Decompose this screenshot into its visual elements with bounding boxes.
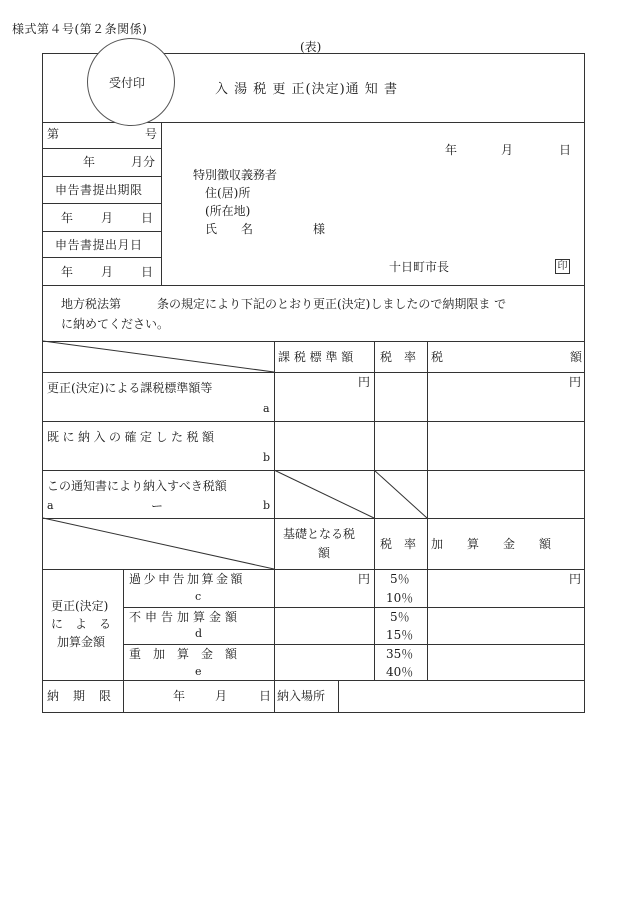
location-label: (所在地) [205,204,251,218]
col-tax-base: 課 税 標 準 額 [278,350,354,364]
footer-year: 年 [173,689,186,703]
payment-deadline-label: 納 期 限 [47,689,113,703]
underreport-letter: c [195,590,202,603]
rate-diagonal [374,470,428,519]
group-label-1: 更正(決定) [51,599,109,613]
rate-5-a: 5％ [390,572,410,586]
rate-15: 15％ [386,628,414,642]
address-label: 住(居)所 [205,186,251,200]
row-b-letter: b [263,451,271,464]
col-rate-2: 税 率 [380,537,417,551]
submitted-label: 申告書提出月日 [55,238,143,252]
form-title: 入 湯 税 更 正(決定)通 知 書 [215,82,398,97]
row-due-a: a [47,499,54,512]
row-due-label: この通知書により納入すべき税額 [47,479,227,493]
receipt-stamp-circle [87,38,175,126]
row-a-yen-tax: 円 [569,375,582,389]
group-label-3: 加算金額 [57,635,106,649]
submitted-date: 年 月 日 [61,265,153,279]
sama-label: 様 [313,222,326,236]
row-due-minus: ー [151,499,164,513]
dai-label: 第 [47,127,60,141]
notice-form [42,53,585,713]
collector-label: 特別徴収義務者 [193,168,278,182]
underreport-label: 過少申告加算金額 [129,572,246,586]
header-day: 日 [559,143,572,157]
deadline-label: 申告書提出期限 [55,183,143,197]
col-tax-right: 額 [570,350,583,364]
col-additional-amount: 加 算 金 額 [431,537,552,551]
row-b-label: 既に納入の確定した税額 [47,430,218,444]
year-label: 年 [83,155,96,169]
underreport-yen: 円 [358,572,371,586]
col-base-amount-2: 額 [318,546,331,560]
rate-5-b: 5％ [390,610,410,624]
go-label: 号 [144,127,157,141]
col-base-amount-1: 基礎となる税 [283,527,356,541]
seal-mark: 印 [555,259,570,274]
nonfiling-label: 不申告加算金額 [129,610,242,624]
footer-day: 日 [259,689,272,703]
row-due-b: b [263,499,271,512]
notice-line-1: 地方税法第 条の規定により下記のとおり更正(決定)しましたので納期限ま で [61,297,507,311]
heavy-penalty-letter: e [195,665,202,678]
group-label-2: に よ る [51,617,112,631]
month-portion-label: 月分 [131,155,156,169]
rate-40: 40％ [386,665,414,679]
header-year: 年 [445,143,458,157]
form-number: 様式第４号(第２条関係) [12,22,148,36]
deadline-date: 年 月 日 [61,211,153,225]
rate-10: 10％ [386,591,414,605]
header-diagonal [43,341,275,373]
heavy-penalty-label: 重 加 算 金 額 [129,647,238,661]
nonfiling-letter: d [195,627,203,640]
footer-month: 月 [215,689,228,703]
col-tax-rate: 税 率 [380,350,417,364]
mayor-label: 十日町市長 [389,260,450,274]
number-field [47,128,157,140]
row-a-label: 更正(決定)による課税標準額等 [47,381,213,395]
col-tax-left: 税 [431,350,444,364]
notice-line-2: に納めてください。 [61,317,170,331]
name-label: 氏 名 [205,222,254,236]
base-diagonal [274,470,375,519]
receipt-stamp-label: 受付印 [109,76,146,90]
row-a-yen-base: 円 [358,375,371,389]
side-label: (表) [300,40,322,54]
rate-35: 35％ [386,647,414,661]
header2-diagonal [43,518,275,570]
header-month: 月 [501,143,514,157]
payment-place-label: 納入場所 [277,689,326,703]
underreport-yen-amount: 円 [569,572,582,586]
row-a-letter: a [263,402,270,415]
